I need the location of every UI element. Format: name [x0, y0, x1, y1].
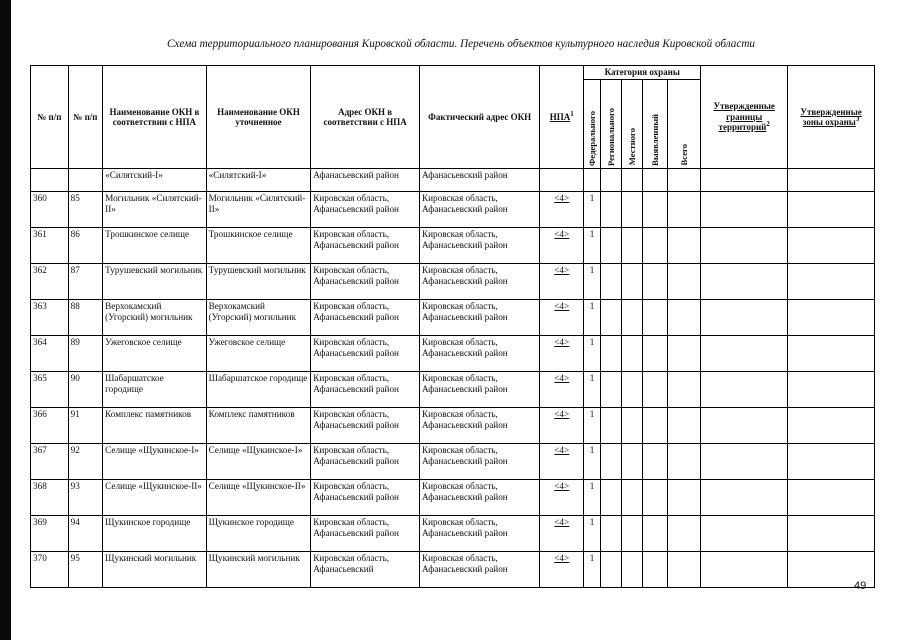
cell-addr-fact: Кировская область, Афанасьевский район: [420, 408, 540, 444]
heritage-objects-table: [30, 65, 875, 588]
cell-name-fixed: Щукинское городище: [206, 516, 311, 552]
cell-n1: 364: [31, 336, 69, 372]
cell-n2: 87: [68, 264, 103, 300]
cell-n1: 361: [31, 228, 69, 264]
cell-addr-npa: Афанасьевский район: [311, 169, 420, 192]
header-cat-total: [667, 80, 700, 169]
cell-n2: 91: [68, 408, 103, 444]
cell-addr-fact: Кировская область, Афанасьевский район: [420, 444, 540, 480]
cell-npa: <4>: [540, 372, 584, 408]
header-cat-identified-label: Выявленный: [649, 113, 660, 166]
cell-name-fixed: Турушевский могильник: [206, 264, 311, 300]
cell-total: [667, 372, 700, 408]
header-name-fixed: Наименование ОКН уточненное: [206, 66, 311, 169]
cell-ident: [642, 444, 667, 480]
cell-npa: <4>: [540, 264, 584, 300]
table-row: [31, 228, 875, 264]
cell-n1: 370: [31, 552, 69, 588]
cell-reg: [600, 516, 621, 552]
cell-borders: [701, 480, 788, 516]
cell-fed: 1: [584, 552, 601, 588]
cell-loc: [621, 444, 642, 480]
cell-n2: 85: [68, 192, 103, 228]
cell-loc: [621, 372, 642, 408]
cell-name-npa: «Силятский-I»: [103, 169, 207, 192]
header-zones-label: Утвержденные зоны охраны: [800, 106, 862, 127]
cell-addr-fact: Кировская область, Афанасьевский район: [420, 336, 540, 372]
cell-borders: [701, 552, 788, 588]
cell-npa: <4>: [540, 228, 584, 264]
cell-npa: <4>: [540, 480, 584, 516]
cell-total: [667, 336, 700, 372]
cell-total: [667, 480, 700, 516]
cell-zones: [788, 169, 875, 192]
table-row-continuation: [31, 169, 875, 192]
cell-name-npa: Трошкинское селище: [103, 228, 207, 264]
cell-zones: [788, 372, 875, 408]
header-cat-local: [621, 80, 642, 169]
header-borders: [701, 66, 788, 169]
cell-name-npa: Шабаршатское городище: [103, 372, 207, 408]
table-row: [31, 336, 875, 372]
cell-ident: [642, 516, 667, 552]
cell-reg: [600, 372, 621, 408]
cell-name-npa: Селище «Щукинское-I»: [103, 444, 207, 480]
cell-addr-npa: Кировская область, Афанасьевский район: [311, 228, 420, 264]
cell-name-fixed: «Силятский-I»: [206, 169, 311, 192]
cell-ident: [642, 372, 667, 408]
cell-name-npa: Турушевский могильник: [103, 264, 207, 300]
cell-loc: [621, 228, 642, 264]
scan-edge-bar: [0, 0, 11, 640]
header-cat-identified: [642, 80, 667, 169]
cell-borders: [701, 336, 788, 372]
cell-borders: [701, 372, 788, 408]
header-cat-regional-label: Регионального: [605, 107, 616, 166]
cell-loc: [621, 480, 642, 516]
cell-addr-npa: Кировская область, Афанасьевский район: [311, 192, 420, 228]
cell-fed: 1: [584, 264, 601, 300]
cell-name-npa: Щукинский могильник: [103, 552, 207, 588]
cell-name-fixed: Верхокамский (Угорский) могильник: [206, 300, 311, 336]
cell-name-npa: Селище «Щукинское-II»: [103, 480, 207, 516]
cell-loc: [621, 408, 642, 444]
cell-addr-fact: Кировская область, Афанасьевский район: [420, 228, 540, 264]
cell-addr-fact: Афанасьевский район: [420, 169, 540, 192]
cell-zones: [788, 408, 875, 444]
page-number: 49: [854, 580, 867, 592]
cell-n1: 368: [31, 480, 69, 516]
cell-name-fixed: Щукинский могильник: [206, 552, 311, 588]
cell-npa: <4>: [540, 300, 584, 336]
cell-n2: 94: [68, 516, 103, 552]
cell-borders: [701, 169, 788, 192]
cell-reg: [600, 192, 621, 228]
cell-n1: 362: [31, 264, 69, 300]
cell-reg: [600, 408, 621, 444]
cell-n1: 363: [31, 300, 69, 336]
cell-fed: 1: [584, 336, 601, 372]
cell-addr-npa: Кировская область, Афанасьевский район: [311, 336, 420, 372]
cell-n1: 366: [31, 408, 69, 444]
cell-borders: [701, 408, 788, 444]
cell-addr-npa: Кировская область, Афанасьевский район: [311, 480, 420, 516]
cell-loc: [621, 552, 642, 588]
cell-borders: [701, 300, 788, 336]
cell-borders: [701, 444, 788, 480]
cell-addr-fact: Кировская область, Афанасьевский район: [420, 480, 540, 516]
cell-npa: <4>: [540, 444, 584, 480]
cell-name-fixed: Могильник «Силятский-II»: [206, 192, 311, 228]
cell-loc: [621, 300, 642, 336]
cell-reg: [600, 169, 621, 192]
header-cat-federal-label: Федерального: [586, 110, 597, 166]
header-borders-footnote: 2: [766, 120, 770, 129]
header-zones: [788, 66, 875, 169]
cell-reg: [600, 264, 621, 300]
cell-n2: [68, 169, 103, 192]
cell-npa: <4>: [540, 192, 584, 228]
cell-zones: [788, 192, 875, 228]
cell-total: [667, 228, 700, 264]
cell-fed: 1: [584, 516, 601, 552]
cell-borders: [701, 516, 788, 552]
cell-reg: [600, 228, 621, 264]
cell-n1: 365: [31, 372, 69, 408]
header-cat-total-label: Всего: [678, 144, 689, 166]
cell-total: [667, 264, 700, 300]
header-borders-label: Утвержденные границы территорий: [713, 101, 775, 133]
cell-n1: 360: [31, 192, 69, 228]
cell-fed: 1: [584, 480, 601, 516]
cell-fed: [584, 169, 601, 192]
cell-fed: 1: [584, 192, 601, 228]
cell-loc: [621, 264, 642, 300]
cell-name-fixed: Селище «Щукинское-I»: [206, 444, 311, 480]
cell-total: [667, 552, 700, 588]
cell-n2: 90: [68, 372, 103, 408]
cell-name-npa: Ужеговское селище: [103, 336, 207, 372]
cell-npa: <4>: [540, 408, 584, 444]
cell-npa: <4>: [540, 516, 584, 552]
cell-name-fixed: Селище «Щукинское-II»: [206, 480, 311, 516]
cell-name-fixed: Комплекс памятников: [206, 408, 311, 444]
cell-name-npa: Щукинское городище: [103, 516, 207, 552]
cell-zones: [788, 444, 875, 480]
cell-n2: 88: [68, 300, 103, 336]
cell-zones: [788, 480, 875, 516]
cell-total: [667, 408, 700, 444]
cell-addr-fact: Кировская область, Афанасьевский район: [420, 372, 540, 408]
header-npa-label: НПА: [549, 111, 571, 122]
cell-name-fixed: Шабаршатское городище: [206, 372, 311, 408]
header-category: Категория охраны: [584, 66, 701, 80]
cell-total: [667, 516, 700, 552]
cell-addr-fact: Кировская область, Афанасьевский район: [420, 300, 540, 336]
cell-total: [667, 300, 700, 336]
cell-ident: [642, 408, 667, 444]
cell-n2: 93: [68, 480, 103, 516]
cell-loc: [621, 336, 642, 372]
cell-addr-fact: Кировская область, Афанасьевский район: [420, 516, 540, 552]
cell-n2: 92: [68, 444, 103, 480]
cell-ident: [642, 336, 667, 372]
table-row: [31, 444, 875, 480]
cell-reg: [600, 444, 621, 480]
cell-n1: [31, 169, 69, 192]
cell-addr-npa: Кировская область, Афанасьевский район: [311, 264, 420, 300]
cell-zones: [788, 516, 875, 552]
cell-total: [667, 169, 700, 192]
cell-ident: [642, 228, 667, 264]
cell-n2: 89: [68, 336, 103, 372]
header-cat-local-label: Местного: [626, 128, 637, 166]
cell-addr-fact: Кировская область, Афанасьевский район: [420, 264, 540, 300]
cell-loc: [621, 516, 642, 552]
cell-addr-npa: Кировская область, Афанасьевский район: [311, 372, 420, 408]
cell-total: [667, 444, 700, 480]
table-row: [31, 372, 875, 408]
cell-zones: [788, 228, 875, 264]
header-cat-federal: [584, 80, 601, 169]
cell-name-fixed: Трошкинское селище: [206, 228, 311, 264]
cell-borders: [701, 228, 788, 264]
cell-reg: [600, 480, 621, 516]
table-row: [31, 408, 875, 444]
table-row: [31, 192, 875, 228]
header-addr-fact: Фактический адрес ОКН: [420, 66, 540, 169]
cell-reg: [600, 336, 621, 372]
table-row: [31, 300, 875, 336]
header-name-npa: Наименование ОКН в соответствии с НПА: [103, 66, 207, 169]
cell-reg: [600, 552, 621, 588]
cell-npa: <4>: [540, 552, 584, 588]
cell-fed: 1: [584, 408, 601, 444]
cell-total: [667, 192, 700, 228]
cell-addr-fact: Кировская область, Афанасьевский район: [420, 192, 540, 228]
cell-name-npa: Комплекс памятников: [103, 408, 207, 444]
cell-ident: [642, 264, 667, 300]
cell-fed: 1: [584, 228, 601, 264]
header-num2: № п/п: [68, 66, 103, 169]
cell-name-fixed: Ужеговское селище: [206, 336, 311, 372]
page-title: Схема территориального планирования Кировской области. Перечень объектов культурного наследия Кировской области: [166, 38, 756, 50]
cell-fed: 1: [584, 300, 601, 336]
cell-ident: [642, 480, 667, 516]
header-zones-footnote: 3: [855, 115, 860, 123]
cell-zones: [788, 336, 875, 372]
cell-zones: [788, 300, 875, 336]
cell-n2: 86: [68, 228, 103, 264]
cell-addr-npa: Кировская область, Афанасьевский район: [311, 444, 420, 480]
table-row: [31, 552, 875, 588]
cell-addr-fact: Кировская область, Афанасьевский район: [420, 552, 540, 588]
cell-loc: [621, 169, 642, 192]
cell-zones: [788, 264, 875, 300]
header-npa: [540, 66, 584, 169]
cell-ident: [642, 169, 667, 192]
cell-name-npa: Могильник «Силятский-II»: [103, 192, 207, 228]
table-row: [31, 480, 875, 516]
cell-fed: 1: [584, 372, 601, 408]
cell-name-npa: Верхокамский (Угорский) могильник: [103, 300, 207, 336]
header-addr-npa: Адрес ОКН в соответствии с НПА: [311, 66, 420, 169]
cell-borders: [701, 192, 788, 228]
cell-n2: 95: [68, 552, 103, 588]
cell-npa: [540, 169, 584, 192]
cell-addr-npa: Кировская область, Афанасьевский район: [311, 516, 420, 552]
cell-n1: 369: [31, 516, 69, 552]
cell-addr-npa: Кировская область, Афанасьевский район: [311, 300, 420, 336]
cell-ident: [642, 300, 667, 336]
cell-reg: [600, 300, 621, 336]
table-row: [31, 516, 875, 552]
cell-fed: 1: [584, 444, 601, 480]
header-cat-regional: [600, 80, 621, 169]
cell-n1: 367: [31, 444, 69, 480]
header-num1: № п/п: [31, 66, 69, 169]
header-npa-footnote: 1: [570, 109, 574, 118]
cell-borders: [701, 264, 788, 300]
cell-npa: <4>: [540, 336, 584, 372]
cell-ident: [642, 192, 667, 228]
cell-ident: [642, 552, 667, 588]
cell-addr-npa: Кировская область, Афанасьевский: [311, 552, 420, 588]
table-row: [31, 264, 875, 300]
cell-addr-npa: Кировская область, Афанасьевский район: [311, 408, 420, 444]
cell-loc: [621, 192, 642, 228]
